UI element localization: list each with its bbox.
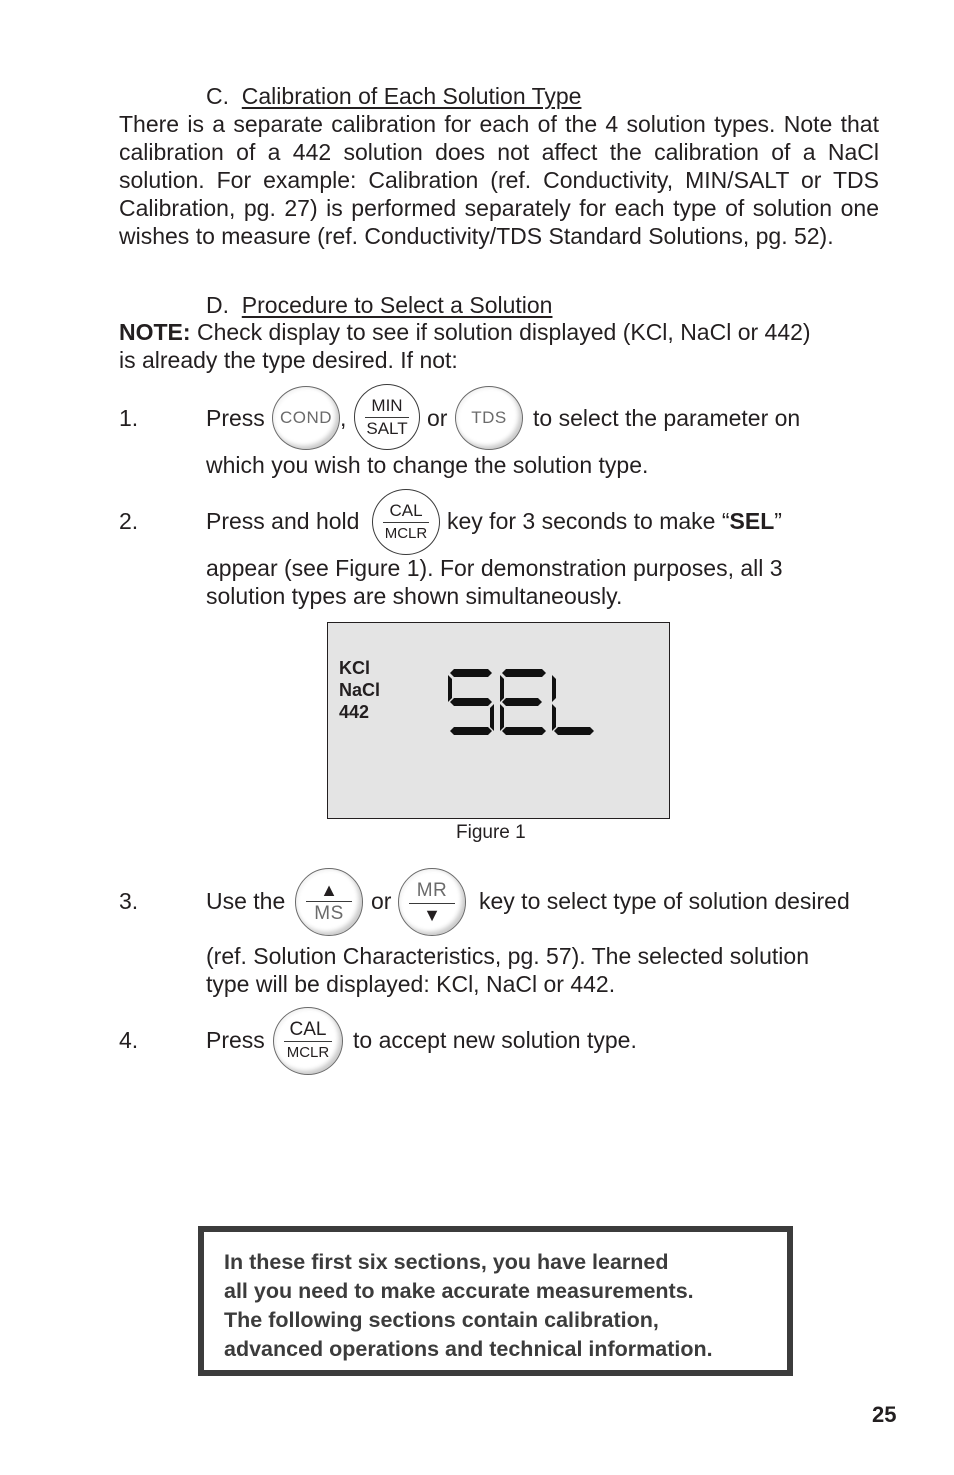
tds-key[interactable]	[455, 386, 523, 450]
section-c-letter: C.	[206, 83, 229, 109]
step-1-comma: ,	[340, 405, 347, 431]
cal-mclr-key[interactable]	[372, 489, 440, 555]
lcd-solution-labels	[339, 657, 380, 723]
cal-key-top: CAL	[389, 500, 423, 520]
min-salt-key-top: MIN	[371, 395, 403, 415]
step-3-use-the: Use the	[206, 888, 286, 914]
seg-l-lower-left	[552, 704, 556, 731]
note-text-1: Check display to see if solution displayed (KCl, NaCl or 442)	[196, 319, 811, 345]
seg-e-lower-left	[500, 704, 504, 731]
seg-s-bottom	[450, 727, 492, 735]
step-4-press: Press	[206, 1027, 265, 1053]
min-salt-key-divider	[365, 417, 410, 418]
cal-mclr-accept-key[interactable]	[273, 1007, 343, 1075]
lcd-label-nacl: NaCl	[339, 680, 381, 700]
min-salt-key[interactable]	[354, 384, 420, 450]
down-mr-key[interactable]	[398, 868, 466, 936]
step-4-text: to accept new solution type.	[353, 1027, 637, 1053]
step-2-text	[447, 507, 782, 535]
section-d-letter: D.	[206, 292, 229, 318]
step-2-text-b: ”	[774, 508, 782, 534]
seg-s-top	[450, 669, 492, 677]
callout-line-3: The following sections contain calibration,	[224, 1308, 659, 1332]
cal-key-bottom: MCLR	[384, 524, 428, 542]
step-3-or: or	[371, 888, 392, 914]
step-2-text-a: key for 3 seconds to make “	[447, 508, 730, 534]
up-ms-key-divider	[306, 901, 352, 902]
tds-key-label: TDS	[471, 408, 507, 427]
cal-accept-key-bottom: MCLR	[286, 1043, 330, 1061]
seg-l-upper-left	[552, 675, 556, 702]
lcd-display-figure	[327, 622, 670, 819]
step-3-continuation-1: (ref. Solution Characteristics, pg. 57). The selected solution	[206, 943, 809, 969]
step-1-number: 1.	[119, 405, 139, 431]
callout-box	[198, 1226, 793, 1376]
callout-line-1: In these first six sections, you have learned	[224, 1250, 669, 1274]
seg-s-upper-left	[448, 675, 452, 702]
up-arrow-icon: ▲	[320, 879, 338, 900]
down-arrow-icon: ▼	[423, 904, 441, 925]
step-2-number: 2.	[119, 508, 139, 534]
seg-e-bottom	[502, 727, 546, 735]
step-1-text: to select the parameter on	[533, 405, 801, 431]
section-d-heading	[206, 291, 552, 319]
step-2-press-hold: Press and hold	[206, 508, 360, 534]
step-2-sel: SEL	[729, 508, 775, 534]
up-ms-key[interactable]	[295, 868, 363, 936]
section-c-heading	[206, 82, 581, 110]
page-number: 25	[872, 1402, 897, 1427]
seg-s-lower-right	[490, 704, 494, 731]
note-line-1	[119, 318, 811, 346]
seg-e-top	[502, 669, 546, 677]
callout-line-4: advanced operations and technical information.	[224, 1337, 713, 1361]
lcd-label-kcl: KCl	[339, 658, 370, 678]
section-d-title: Procedure to Select a Solution	[241, 292, 553, 318]
cond-key-label: COND	[279, 408, 333, 427]
step-1-continuation: which you wish to change the solution type.	[206, 452, 649, 478]
section-c-title: Calibration of Each Solution Type	[241, 83, 582, 109]
cal-accept-key-top: CAL	[289, 1018, 327, 1040]
step-1-press: Press	[206, 405, 265, 431]
section-c-body: There is a separate calibration for each of the 4 solution types. Note that calibration of a 442 solution does not affect the calibration of a NaCl solution. For example: Calibration (ref. Conductivity, MIN/SALT or TDS Calibration, pg. 27) is performed separately for each type of solution one wishes to measure (ref. Conductivity/TDS Standard Solutions, pg. 52).	[119, 111, 879, 249]
step-1-or: or	[427, 405, 448, 431]
note-line-2: is already the type desired. If not:	[119, 347, 458, 373]
seg-l-bottom	[554, 727, 594, 735]
step-4-number: 4.	[119, 1027, 139, 1053]
down-mr-key-divider	[409, 903, 455, 904]
figure-caption: Figure 1	[456, 822, 526, 843]
cal-key-divider	[383, 522, 429, 523]
callout-line-2: all you need to make accurate measurements.	[224, 1279, 694, 1303]
up-ms-key-label: MS	[314, 902, 344, 924]
down-mr-key-label: MR	[416, 879, 448, 901]
step-2-continuation-2: solution types are shown simultaneously.	[206, 583, 623, 609]
lcd-sel-segments	[448, 669, 598, 735]
seg-s-middle	[450, 698, 492, 706]
step-2-continuation-1: appear (see Figure 1). For demonstration purposes, all 3	[206, 555, 783, 581]
step-3-text: key to select type of solution desired	[479, 888, 850, 914]
cal-accept-key-divider	[284, 1041, 332, 1042]
step-3-number: 3.	[119, 888, 139, 914]
step-3-continuation-2: type will be displayed: KCl, NaCl or 442.	[206, 971, 616, 997]
seg-e-middle	[502, 698, 542, 706]
min-salt-key-bottom: SALT	[366, 418, 408, 438]
cond-key[interactable]	[272, 386, 340, 450]
lcd-label-442: 442	[339, 702, 370, 722]
note-label: NOTE:	[119, 319, 191, 345]
seg-e-upper-left	[500, 675, 504, 702]
